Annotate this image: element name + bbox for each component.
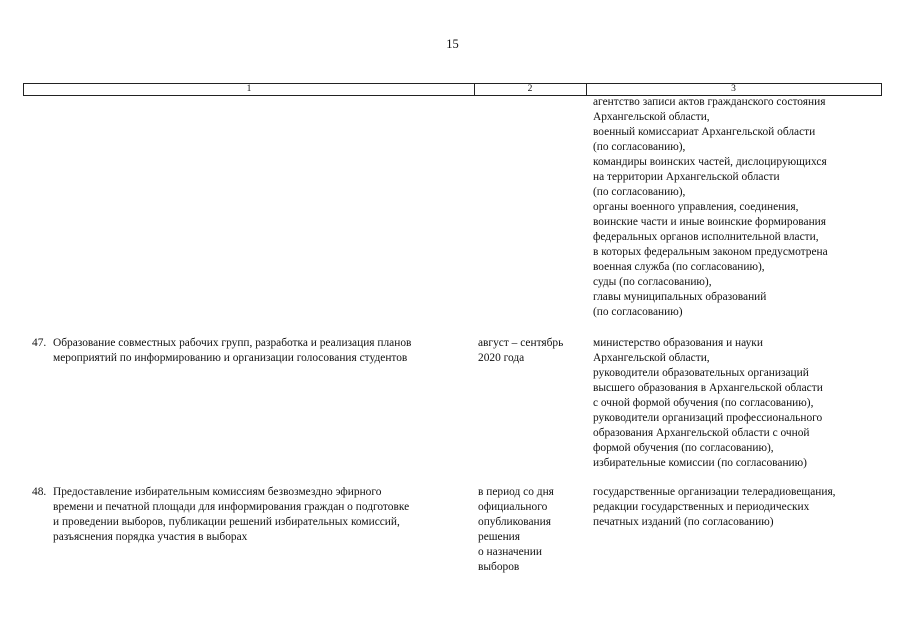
executor-line: Архангельской области, (593, 111, 710, 123)
executor-line: министерство образования и науки (593, 337, 763, 349)
page-number: 15 (446, 37, 459, 51)
executor-line: избирательные комиссии (по согласованию) (593, 457, 807, 469)
executor-line: (по согласованию), (593, 141, 686, 153)
timing-line: август – сентябрь (478, 337, 564, 349)
executor-line: агентство записи актов гражданского состояния (593, 96, 826, 108)
executor-line: государственные организации телерадиовещания, (593, 486, 836, 498)
executor-line: главы муниципальных образований (593, 291, 767, 303)
row-47-timing-cell (478, 336, 563, 366)
executor-line: (по согласованию), (593, 186, 686, 198)
executor-line: военная служба (по согласованию), (593, 261, 765, 273)
executor-line: федеральных органов исполнительной власти, (593, 231, 819, 243)
row-47-task-cell (53, 336, 411, 366)
task-line: мероприятий по информированию и организации голосования студентов (53, 352, 408, 364)
column-header-1: 1 (24, 84, 475, 95)
continued-executors-cell (593, 95, 828, 320)
task-line: Предоставление избирательным комиссиям безвозмездно эфирного (53, 486, 382, 498)
executor-line: органы военного управления, соединения, (593, 201, 799, 213)
executor-line: военный комиссариат Архангельской области (593, 126, 816, 138)
executor-line: высшего образования в Архангельской области (593, 382, 823, 394)
executor-line: (по согласованию) (593, 306, 683, 318)
executor-line: формой обучения (по согласованию), (593, 442, 774, 454)
timing-line: опубликования (478, 516, 551, 528)
timing-line: решения (478, 531, 521, 543)
executor-line: командиры воинских частей, дислоцирующихся (593, 156, 827, 168)
executor-line: с очной формой обучения (по согласованию), (593, 397, 814, 409)
executor-line: образования Архангельской области с очной (593, 427, 810, 439)
executor-line: в которых федеральным законом предусмотрена (593, 246, 828, 258)
task-line: Образование совместных рабочих групп, разработка и реализация планов (53, 337, 412, 349)
column-header-3: 3 (731, 84, 736, 94)
task-line: времени и печатной площади для информирования граждан о подготовке (53, 501, 410, 513)
task-line: разъяснения порядка участия в выборах (53, 531, 248, 543)
timing-line: 2020 года (478, 352, 525, 364)
timing-line: выборов (478, 561, 520, 573)
task-line: и проведении выборов, публикации решений избирательных комиссий, (53, 516, 400, 528)
executor-line: суды (по согласованию), (593, 276, 712, 288)
timing-line: в период со дня (478, 486, 554, 498)
executor-line: руководители организаций профессионального (593, 412, 823, 424)
executor-line: печатных изданий (по согласованию) (593, 516, 774, 528)
row-48-task-cell (53, 485, 409, 545)
row-48-timing-cell (478, 485, 554, 575)
timing-line: о назначении (478, 546, 542, 558)
row-47-executors-cell (593, 336, 823, 471)
row-47-number: 47. (32, 337, 47, 349)
executor-line: редакции государственных и периодических (593, 501, 810, 513)
executor-line: воинские части и иные воинские формирования (593, 216, 827, 228)
row-48-number: 48. (32, 486, 47, 498)
row-48-executors-cell (593, 485, 836, 530)
timing-line: официального (478, 501, 548, 513)
executor-line: на территории Архангельской области (593, 171, 780, 183)
column-header-2: 2 (474, 84, 587, 95)
executor-line: Архангельской области, (593, 352, 710, 364)
executor-line: руководители образовательных организаций (593, 367, 809, 379)
